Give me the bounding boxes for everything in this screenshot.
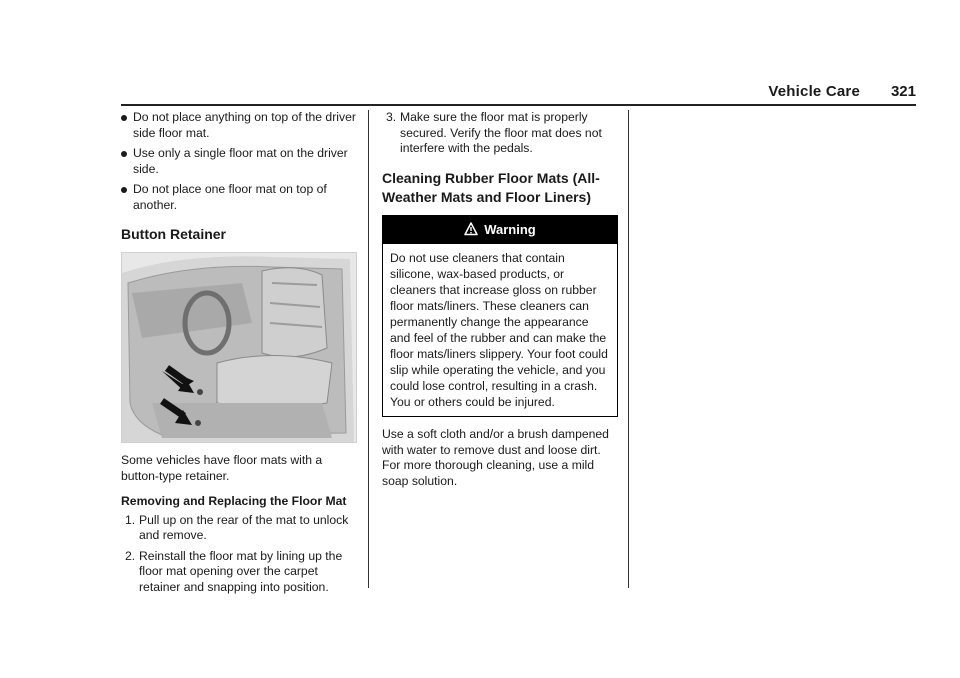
bullet-item: Do not place anything on top of the driver side floor mat. <box>121 110 357 141</box>
section-title: Vehicle Care <box>768 83 860 100</box>
paragraph: Use a soft cloth and/or a brush dampened with water to remove dust and loose dirt. For more thorough cleaning, use a mild soap solution. <box>382 427 609 488</box>
step-item: 3. Make sure the floor mat is properly secured. Verify the floor mat does not interfere with the pedals. <box>386 110 602 155</box>
bullet-icon <box>121 151 127 157</box>
warning-box <box>382 215 618 418</box>
step-item: 2. Reinstall the floor mat by lining up the floor mat opening over the carpet retainer and snapping into position. <box>125 548 343 594</box>
bullet-list <box>121 110 357 213</box>
step-item: 1. Pull up on the rear of the mat to unlock and remove. <box>125 512 349 542</box>
warning-text: Do not use cleaners that contain silicone, wax-based products, or cleaners that increase gloss on rubber floor mats/liners. These cleaners can permanently change the appearance and feel of the rubber and can make the floor mats/liners slippery. Your foot could slip while operating the vehicle, and you could lose control, resulting in a crash. You or others could be injured. <box>390 251 608 409</box>
bullet-item: Do not place one floor mat on top of another. <box>121 182 357 213</box>
bullet-icon <box>121 115 127 121</box>
warning-title: Warning <box>484 221 536 237</box>
page-header <box>0 80 960 106</box>
bullet-item: Use only a single floor mat on the driver side. <box>121 146 357 177</box>
warning-header <box>383 216 617 245</box>
steps-list <box>382 110 618 157</box>
page-number: 321 <box>890 83 916 100</box>
floor-mat-retainer-illustration <box>121 252 357 443</box>
section-heading: Button Retainer <box>121 226 226 242</box>
bullet-icon <box>121 187 127 193</box>
subheading: Removing and Replacing the Floor Mat <box>121 494 347 508</box>
middle-column <box>382 110 618 496</box>
paragraph: Some vehicles have floor mats with a button-type retainer. <box>121 453 323 483</box>
column-divider <box>628 110 629 588</box>
steps-list <box>121 513 357 596</box>
column-divider <box>368 110 369 588</box>
header-rule <box>121 104 916 106</box>
warning-triangle-icon <box>464 222 478 236</box>
left-column <box>121 110 357 600</box>
section-heading: Cleaning Rubber Floor Mats (All-Weather Mats and Floor Liners) <box>382 169 600 205</box>
